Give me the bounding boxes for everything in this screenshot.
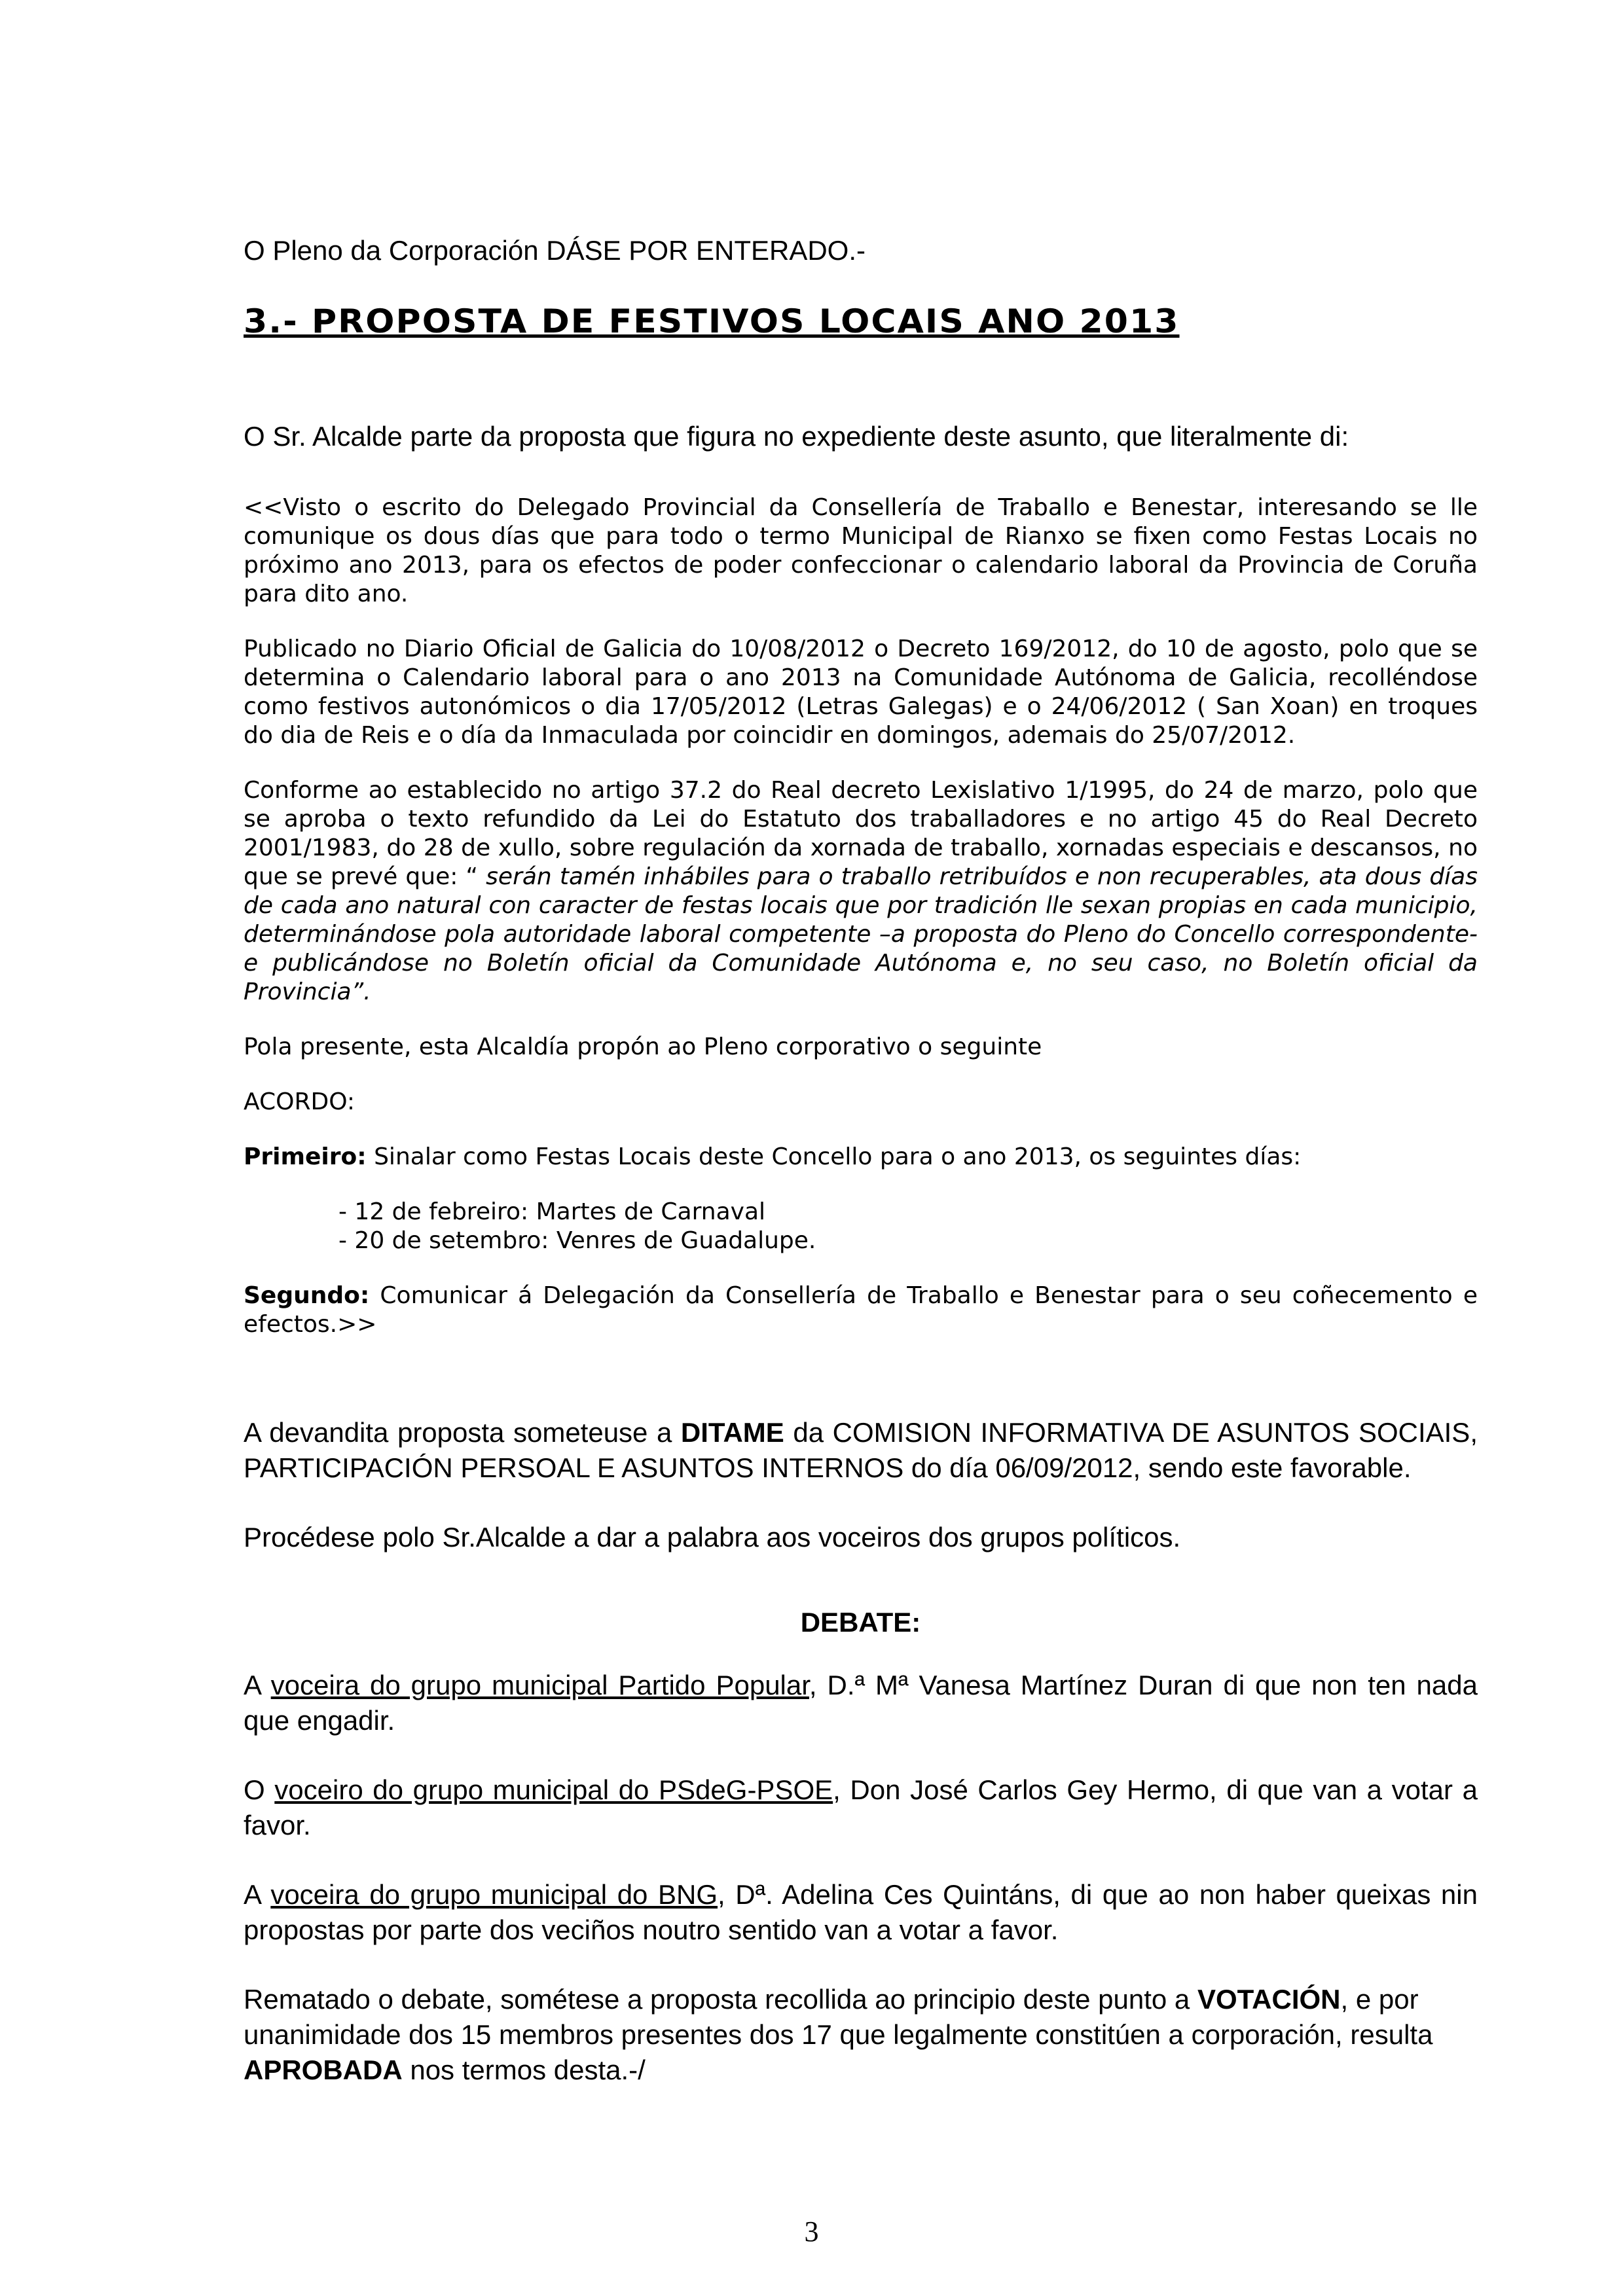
proposal-paragraph-2: Publicado no Diario Oficial de Galicia do 10/08/2012 o Decreto 169/2012, do 10 de agosto, polo que se determina o Calendario laboral para o ano 2013 na Comunidade Autónoma de Galicia, recolléndose como festivos autonómicos o dia 17/05/2012 (Letras Galegas) e o 24/06/2012 ( San Xoan) en troques do dia de Reis e o día da Inmaculada por coincidir en domingos, ademais do 25/07/2012.	[244, 636, 1478, 749]
vote-bold-aprobada: APROBADA	[244, 2054, 403, 2085]
bng-pre: A	[244, 1879, 271, 1910]
pp-post: , D.ª Mª Vanesa Martínez Duran di que non ten nada que engadir.	[244, 1670, 1478, 1736]
primeiro-paragraph	[244, 1143, 1478, 1172]
proposal-paragraph-1: <<Visto o escrito do Delegado Provincial da Consellería de Traballo e Benestar, interesando se lle comunique os dous días que para todo o termo Municipal de Rianxo se fixen como Festas Locais no próximo ano 2013, para os efectos de poder confeccionar o calendario laboral da Provincia de Coruña para dito ano.	[244, 494, 1478, 607]
primeiro-text: Sinalar como Festas Locais deste Concello para o ano 2013, os seguintes días:	[366, 1143, 1302, 1170]
psoe-pre: O	[244, 1774, 275, 1805]
segundo-text: Comunicar á Delegación da Consellería de Traballo e Benestar para o seu coñecemento e efectos.>>	[244, 1282, 1478, 1338]
segundo-label: Segundo:	[244, 1282, 370, 1309]
bng-paragraph	[244, 1877, 1478, 1948]
legal-quote-text: serán tamén inhábiles para o traballo retribuídos e non recuperables, ata dous días de cada ano natural con caracter de festas locais que por tradición lle sexan propias en cada municipio, determinándose pola autoridade laboral competente –a proposta do Pleno do Concello correspondente- e publicándose no Boletín oficial da Comunidade Autónoma e, no seu caso, no Boletín oficial da Provincia”.	[244, 863, 1478, 1005]
holiday-item: - 20 de setembro: Venres de Guadalupe.	[338, 1227, 816, 1254]
legal-reference-text: Conforme ao establecido no artigo 37.2 do Real decreto Lexislativo 1/1995, do 24 de marzo, polo que se aproba o texto refundido da Lei do Estatuto dos traballadores e no artigo 45 do Real Decreto 2001/1983, do 28 de xullo, sobre regulación da xornada de traballo, xornadas especiais e descansos, no que se prevé que: “	[244, 777, 1478, 890]
vote-post: nos termos desta.-/	[402, 2054, 646, 2085]
holiday-list	[244, 1198, 1478, 1255]
ditame-pre: A devandita proposta someteuse a	[244, 1417, 681, 1448]
pp-speaker: voceira do grupo municipal Partido Popular	[270, 1670, 809, 1700]
acordo-label: ACORDO:	[244, 1088, 356, 1115]
procedese-paragraph: Procédese polo Sr.Alcalde a dar a palabra aos voceiros dos grupos políticos.	[244, 1522, 1181, 1552]
vote-paragraph	[244, 1982, 1478, 2088]
proposal-paragraph-4: Pola presente, esta Alcaldía propón ao Pleno corporativo o seguinte	[244, 1033, 1042, 1060]
intro-paragraph: O Pleno da Corporación DÁSE POR ENTERADO.-	[244, 235, 866, 266]
alcalde-paragraph: O Sr. Alcalde parte da proposta que figura no expediente deste asunto, que literalmente di:	[244, 421, 1349, 452]
debate-title: DEBATE:	[800, 1607, 921, 1638]
pp-paragraph	[244, 1668, 1478, 1738]
proposal-paragraph-3	[244, 776, 1478, 1007]
page-number: 3	[804, 2215, 819, 2248]
bng-post: , Dª. Adelina Ces Quintáns, di que ao non haber queixas nin propostas por parte dos veciños noutro sentido van a votar a favor.	[244, 1879, 1478, 1945]
ditame-section	[244, 1415, 1478, 1589]
debate-section	[244, 1668, 1478, 2088]
pp-pre: A	[244, 1670, 271, 1700]
bng-speaker: voceira do grupo municipal do BNG	[270, 1879, 718, 1910]
psoe-speaker: voceiro do grupo municipal do PSdeG-PSOE	[274, 1774, 833, 1805]
vote-mid: , e por unanimidade dos 15 membros presentes dos 17 que legalmente constitúen a corporación, resulta	[244, 1984, 1433, 2050]
ditame-paragraph	[244, 1415, 1478, 1486]
section-heading: 3.- PROPOSTA DE FESTIVOS LOCAIS ANO 2013	[244, 302, 1180, 340]
holiday-item: - 12 de febreiro: Martes de Carnaval	[338, 1198, 766, 1225]
ditame-bold: DITAME	[680, 1417, 784, 1448]
psoe-paragraph	[244, 1772, 1478, 1843]
vote-bold-votacion: VOTACIÓN	[1197, 1984, 1341, 2015]
primeiro-label: Primeiro:	[244, 1143, 367, 1170]
ditame-post: da COMISION INFORMATIVA DE ASUNTOS SOCIAIS, PARTICIPACIÓN PERSOAL E ASUNTOS INTERNOS do día 06/09/2012, sendo este favorable.	[244, 1417, 1478, 1483]
vote-pre: Rematado o debate, sométese a proposta recollida ao principio deste punto a	[244, 1984, 1197, 2015]
psoe-post: , Don José Carlos Gey Hermo, di que van a votar a favor.	[244, 1774, 1478, 1840]
segundo-paragraph	[244, 1282, 1478, 1339]
proposal-quote	[244, 493, 1478, 1365]
